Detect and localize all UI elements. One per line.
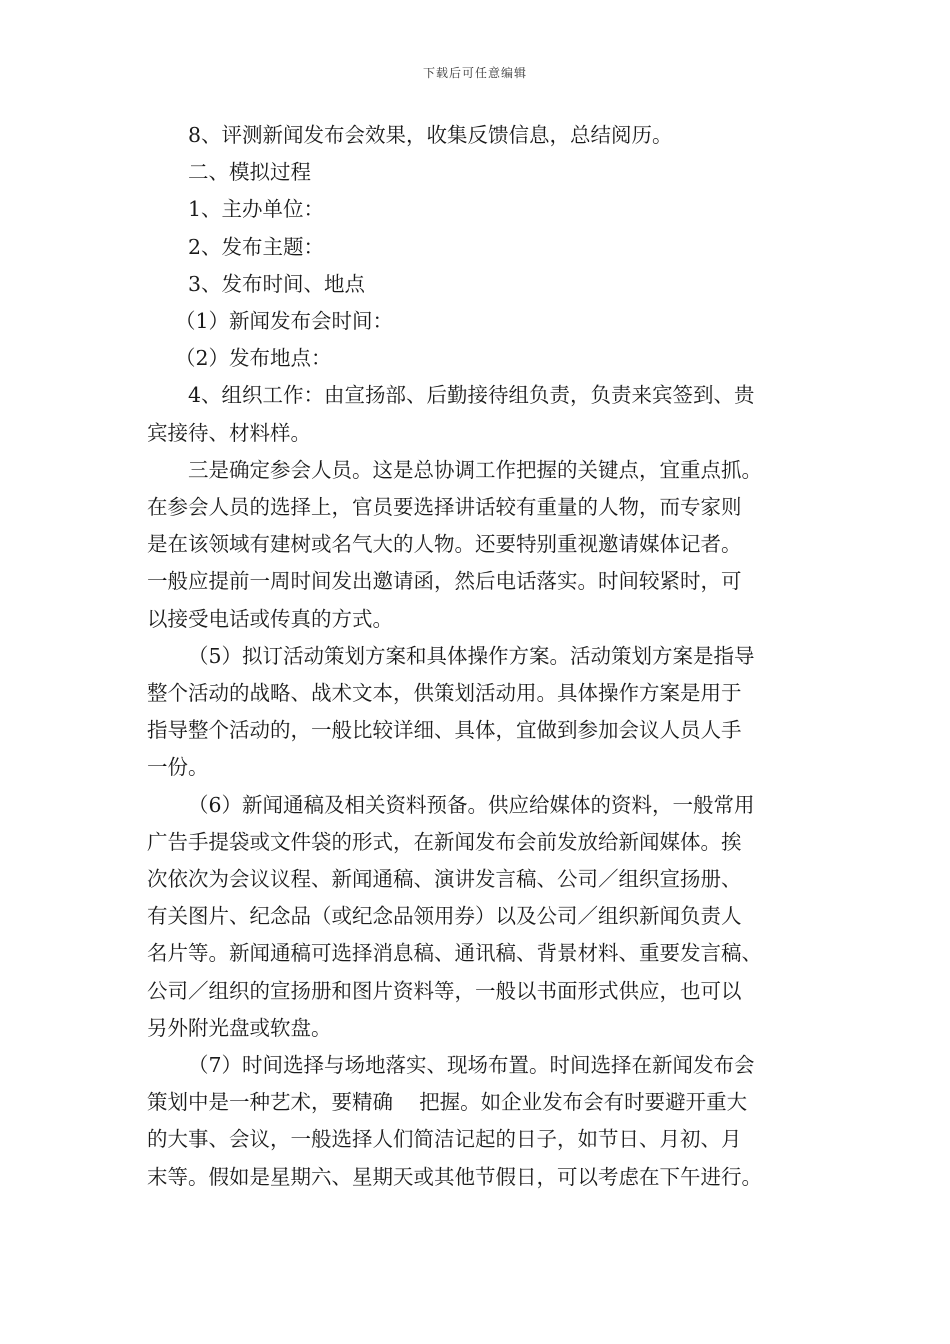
paragraph-line: 1、主办单位： [188,197,325,222]
paragraph-line: 宾接待、材料样。 [147,420,311,445]
paragraph [147,191,827,228]
paragraph-line: 策划中是一种艺术，要精确 把握。如企业发布会有时要避开重大 [147,1090,748,1115]
paragraph [147,117,827,154]
paragraph-line: 是在该领域有建树或名气大的人物。还要特别重视邀请媒体记者。 [147,532,742,557]
paragraph-line: 4、组织工作：由宣扬部、后勤接待组负责，负责来宾签到、贵 [188,383,755,408]
paragraph-line: （2）发布地点： [175,346,332,371]
paragraph-line: 二、模拟过程 [188,160,311,185]
page-header: 下载后可任意编辑 [422,66,527,80]
paragraph-line: 末等。假如是星期六、星期天或其他节假日，可以考虑在下午进行。 [147,1164,762,1189]
paragraph-line: 广告手提袋或文件袋的形式，在新闻发布会前发放给新闻媒体。挨 [147,829,742,854]
paragraph-line: 3、发布时间、地点 [188,271,366,296]
paragraph-line: 另外附光盘或软盘。 [147,1015,332,1040]
paragraph-line: 次依次为会议议程、新闻通稿、演讲发言稿、公司／组织宣扬册、 [147,867,742,892]
paragraph-line: 8、评测新闻发布会效果，收集反馈信息，总结阅历。 [188,123,673,147]
paragraph [147,787,827,1047]
paragraph [147,377,827,451]
paragraph-line: 名片等。新闻通稿可选择消息稿、通讯稿、背景材料、重要发言稿、 [147,941,762,966]
paragraph-line: （1）新闻发布会时间： [175,309,394,334]
document-body [147,117,827,1196]
paragraph-line: （6）新闻通稿及相关资料预备。供应给媒体的资料，一般常用 [188,792,755,817]
paragraph [147,154,827,191]
paragraph-line: 整个活动的战略、战术文本，供策划活动用。具体操作方案是用于 [147,681,742,706]
paragraph [147,452,827,638]
paragraph-line: 一般应提前一周时间发出邀请函，然后电话落实。时间较紧时，可 [147,569,742,594]
paragraph-line: 有关图片、纪念品（或纪念品领用券）以及公司／组织新闻负责人 [147,904,742,929]
paragraph [147,229,827,266]
paragraph-line: 的大事、会议，一般选择人们简洁记起的日子，如节日、月初、月 [147,1127,742,1152]
paragraph-line: （5）拟订活动策划方案和具体操作方案。活动策划方案是指导 [188,643,755,668]
paragraph-line: 以接受电话或传真的方式。 [147,606,393,631]
paragraph [147,266,827,303]
paragraph-line: （7）时间选择与场地落实、现场布置。时间选择在新闻发布会 [188,1053,755,1078]
paragraph [147,638,827,787]
paragraph [147,303,827,340]
paragraph-line: 一份。 [147,755,209,780]
paragraph-line: 公司／组织的宣扬册和图片资料等，一般以书面形式供应，也可以 [147,978,742,1003]
paragraph-line: 指导整个活动的，一般比较详细、具体，宜做到参加会议人员人手 [147,718,742,743]
paragraph-line: 在参会人员的选择上，官员要选择讲话较有重量的人物，而专家则 [147,495,742,520]
paragraph-line: 三是确定参会人员。这是总协调工作把握的关键点，宜重点抓。 [188,457,762,482]
paragraph [147,340,827,377]
paragraph-line: 2、发布主题： [188,234,325,259]
paragraph [147,1047,827,1196]
